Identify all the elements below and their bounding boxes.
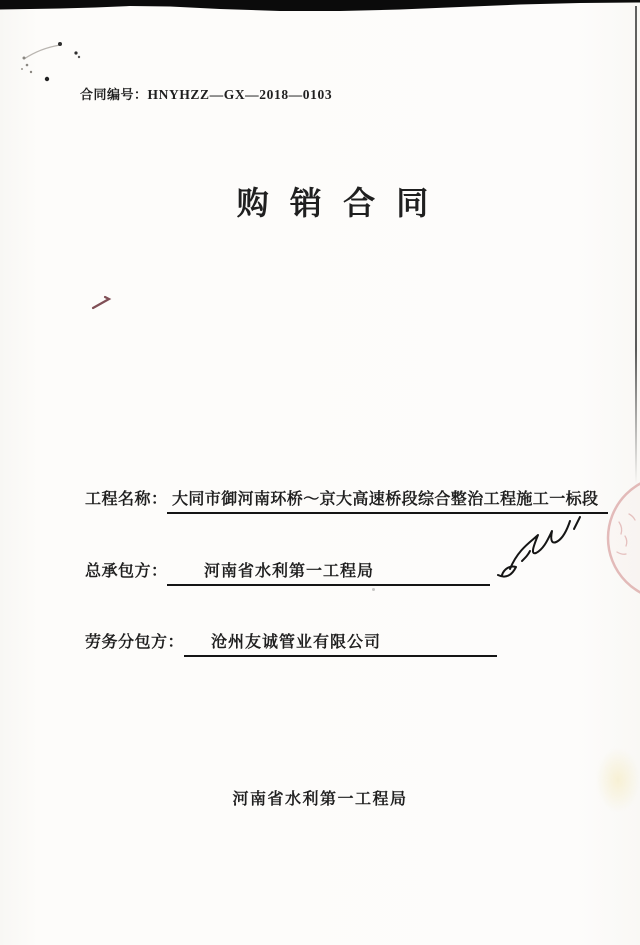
- field-value-general-contractor: 河南省水利第一工程局: [167, 558, 490, 586]
- field-label-project-name: 工程名称：: [85, 489, 168, 508]
- contract-number-label: 合同编号：: [80, 88, 148, 103]
- red-pen-mark: [90, 294, 116, 312]
- scan-edge-right: [635, 6, 637, 484]
- red-seal-partial: [605, 470, 640, 605]
- field-label-general-contractor: 总承包方：: [85, 561, 168, 580]
- field-value-project-name: 大同市御河南环桥～京大高速桥段综合整治工程施工一标段: [167, 486, 608, 514]
- contract-number-line: [80, 84, 332, 103]
- paper-speck: [372, 588, 375, 591]
- field-value-labor-subcontractor: 沧州友诚管业有限公司: [184, 629, 497, 657]
- pen-marks: [14, 35, 94, 85]
- footer-organization: 河南省水利第一工程局: [232, 789, 408, 808]
- contract-number-value: HNYHZZ—GX—2018—0103: [147, 87, 333, 102]
- field-row-labor-subcontractor: [0, 629, 640, 655]
- field-label-labor-subcontractor: 劳务分包方：: [85, 632, 185, 651]
- scan-edge-top: [0, 0, 640, 14]
- document-title: 购 销 合 同: [236, 184, 434, 222]
- handwritten-signature: [492, 505, 592, 585]
- paper-smudge: [596, 748, 640, 812]
